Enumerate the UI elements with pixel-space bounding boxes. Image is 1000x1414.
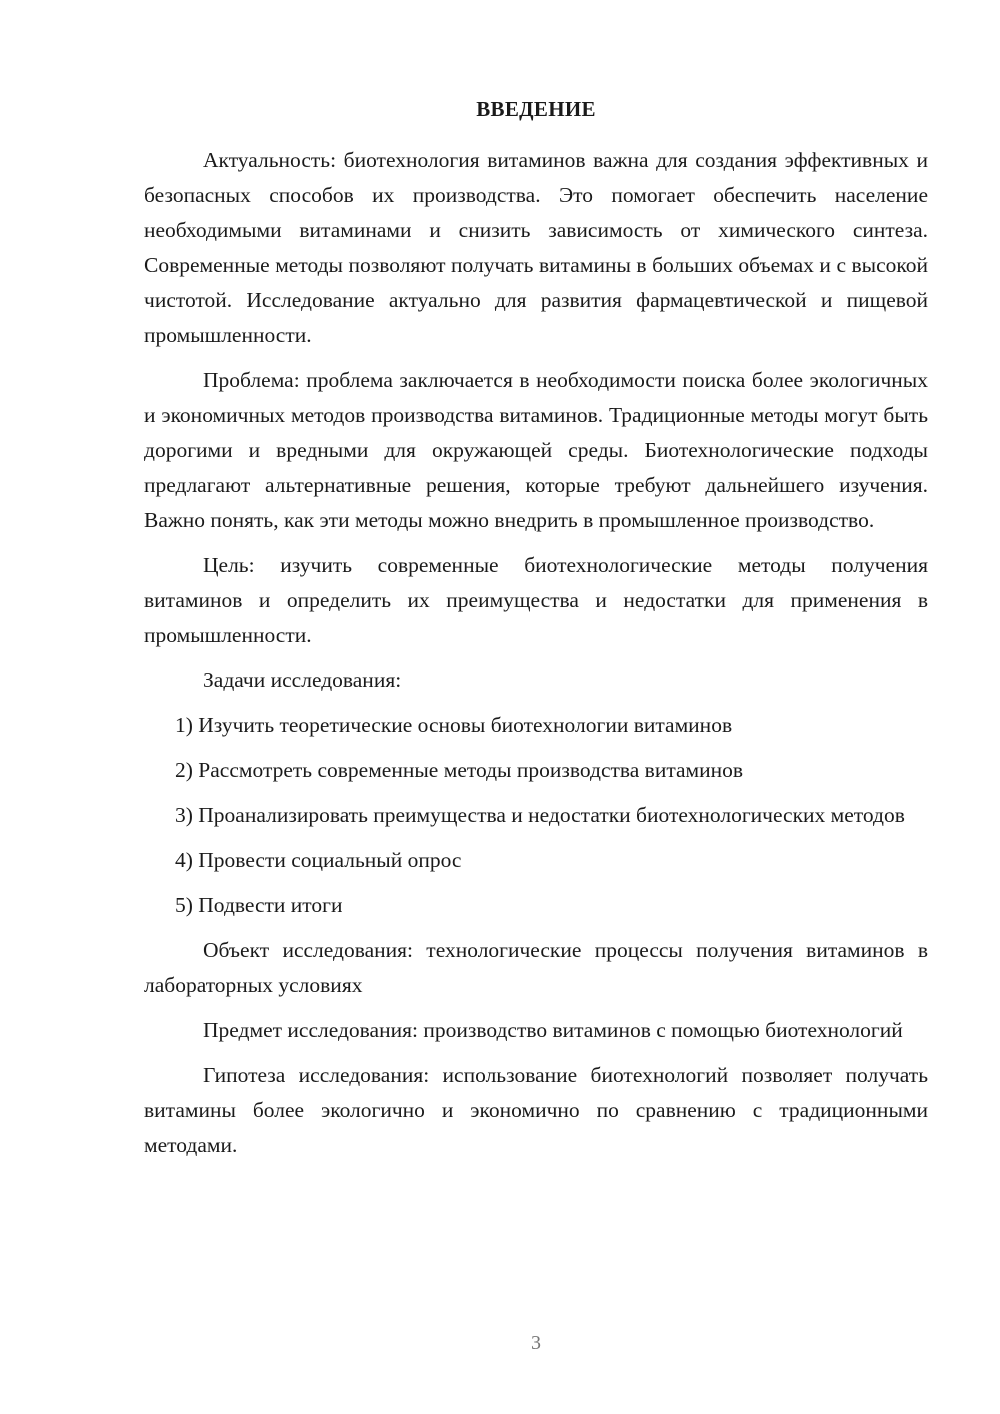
section-heading: ВВЕДЕНИЕ: [476, 97, 596, 121]
page-content: [144, 92, 928, 1173]
relevance-paragraph: Актуальность: биотехнология витаминов важна для создания эффективных и безопасных способов их производства. Это помогает обеспечить население необходимыми витаминами и снизить зависимость от химического синтеза. Современные методы позволяют получать витамины в больших объемах и с высокой чистотой. Исследование актуально для развития фармацевтической и пищевой промышленности.: [144, 148, 928, 347]
task-item: 3) Проанализировать преимущества и недостатки биотехнологических методов: [175, 803, 905, 827]
problem-paragraph: Проблема: проблема заключается в необходимости поиска более экологичных и экономичных методов производства витаминов. Традиционные методы могут быть дорогими и вредными для окружающей среды. Биотехнологические подходы предлагают альтернативные решения, которые требуют дальнейшего изучения. Важно понять, как эти методы можно внедрить в промышленное производство.: [144, 368, 928, 532]
task-item: 5) Подвести итоги: [175, 893, 343, 917]
subject-paragraph: Предмет исследования: производство витаминов с помощью биотехнологий: [203, 1018, 903, 1042]
goal-paragraph: Цель: изучить современные биотехнологические методы получения витаминов и определить их преимущества и недостатки для применения в промышленности.: [144, 553, 928, 647]
task-item: 2) Рассмотреть современные методы производства витаминов: [175, 758, 744, 782]
page-number: 3: [531, 1332, 541, 1354]
tasks-title: Задачи исследования:: [203, 668, 402, 692]
task-item: 1) Изучить теоретические основы биотехнологии витаминов: [175, 713, 733, 737]
task-item: 4) Провести социальный опрос: [175, 848, 462, 872]
object-paragraph: Объект исследования: технологические процессы получения витаминов в лабораторных условиях: [144, 938, 928, 997]
hypothesis-paragraph: Гипотеза исследования: использование биотехнологий позволяет получать витамины более экологично и экономично по сравнению с традиционными методами.: [144, 1063, 928, 1157]
